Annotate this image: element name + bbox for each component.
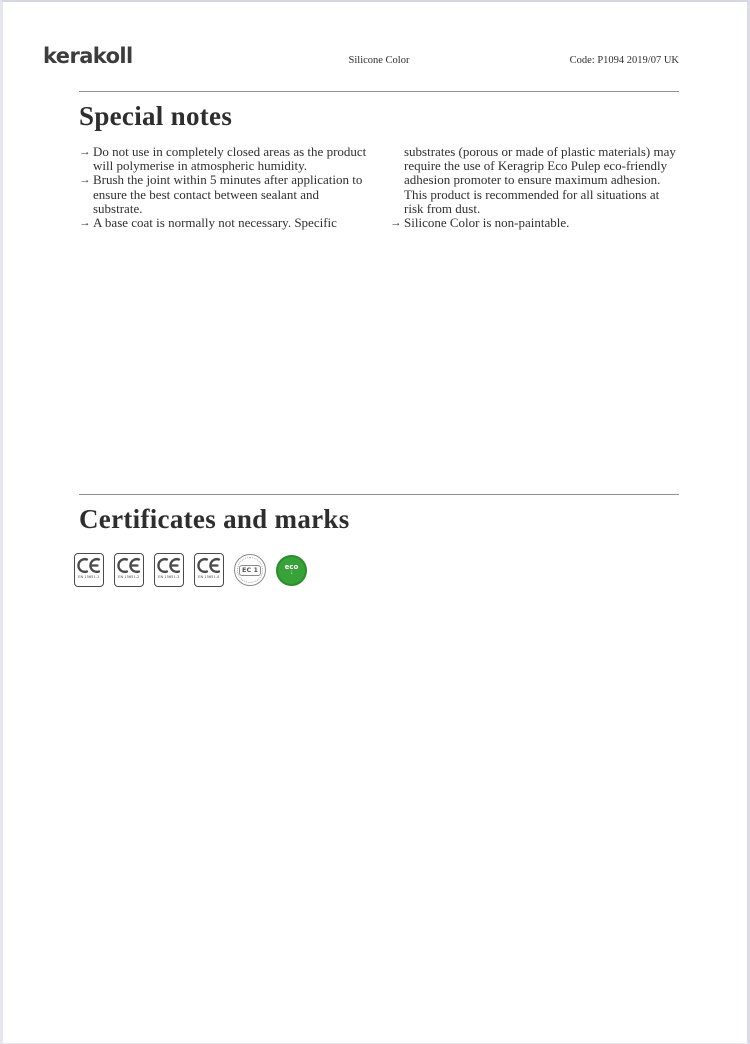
header-document-code: Code: P1094 2019/07 UK xyxy=(569,55,679,66)
certificates-title: Certificates and marks xyxy=(79,504,350,534)
special-notes-title: Special notes xyxy=(79,101,233,131)
section-divider xyxy=(79,494,679,495)
note-text: A base coat is normally not necessary. Specific xyxy=(93,215,337,231)
ce-standard-label: EN 15651-3 xyxy=(158,574,180,579)
special-notes-left-column xyxy=(79,145,370,230)
note-item xyxy=(390,216,681,230)
special-notes-right-column xyxy=(390,145,681,230)
arrow-bullet-icon: → xyxy=(79,146,91,158)
ce-glyph-icon xyxy=(197,557,221,574)
emicode-ec1-mark-icon xyxy=(234,554,266,586)
note-continuation: substrates (porous or made of plastic materials) may require the use of Keragrip Eco Pulep eco-friendly adhesion promoter to ensure maximum adhesion. This product is recommended for all situations at risk from dust. xyxy=(404,144,676,216)
ce-mark-icon xyxy=(114,553,144,587)
note-item xyxy=(79,173,370,216)
header-product-name: Silicone Color xyxy=(348,55,410,66)
ce-standard-label: EN 15651-4 xyxy=(198,574,220,579)
ce-mark-icon xyxy=(74,553,104,587)
ce-glyph-icon xyxy=(157,557,181,574)
certification-marks-row xyxy=(74,553,307,587)
note-text: Brush the joint within 5 minutes after application to ensure the best contact between sealant and substrate. xyxy=(93,172,363,216)
header-divider xyxy=(79,91,679,92)
eco-label: eco xyxy=(284,563,299,571)
kerakoll-logo: kerakoll xyxy=(43,44,133,68)
note-item xyxy=(79,145,370,173)
ce-glyph-icon xyxy=(77,557,101,574)
arrow-bullet-icon: → xyxy=(79,174,91,187)
ce-glyph-icon xyxy=(117,557,141,574)
ce-mark-icon xyxy=(154,553,184,587)
note-item xyxy=(79,216,370,230)
ec1-label: EC 1 xyxy=(239,565,261,576)
note-text: Silicone Color is non-paintable. xyxy=(404,215,570,231)
eco-mark-icon xyxy=(276,555,307,586)
ce-standard-label: EN 15651-1 xyxy=(78,574,100,579)
arrow-bullet-icon: → xyxy=(390,217,402,230)
arrow-bullet-icon: → xyxy=(79,217,91,230)
ce-mark-icon xyxy=(194,553,224,587)
note-text: Do not use in completely closed areas as the product will polymerise in atmospheric humidity. xyxy=(93,144,367,174)
eco-stem-glyph: ↓ xyxy=(290,570,293,576)
special-notes-body xyxy=(79,145,681,230)
ce-standard-label: EN 15651-2 xyxy=(118,574,140,579)
